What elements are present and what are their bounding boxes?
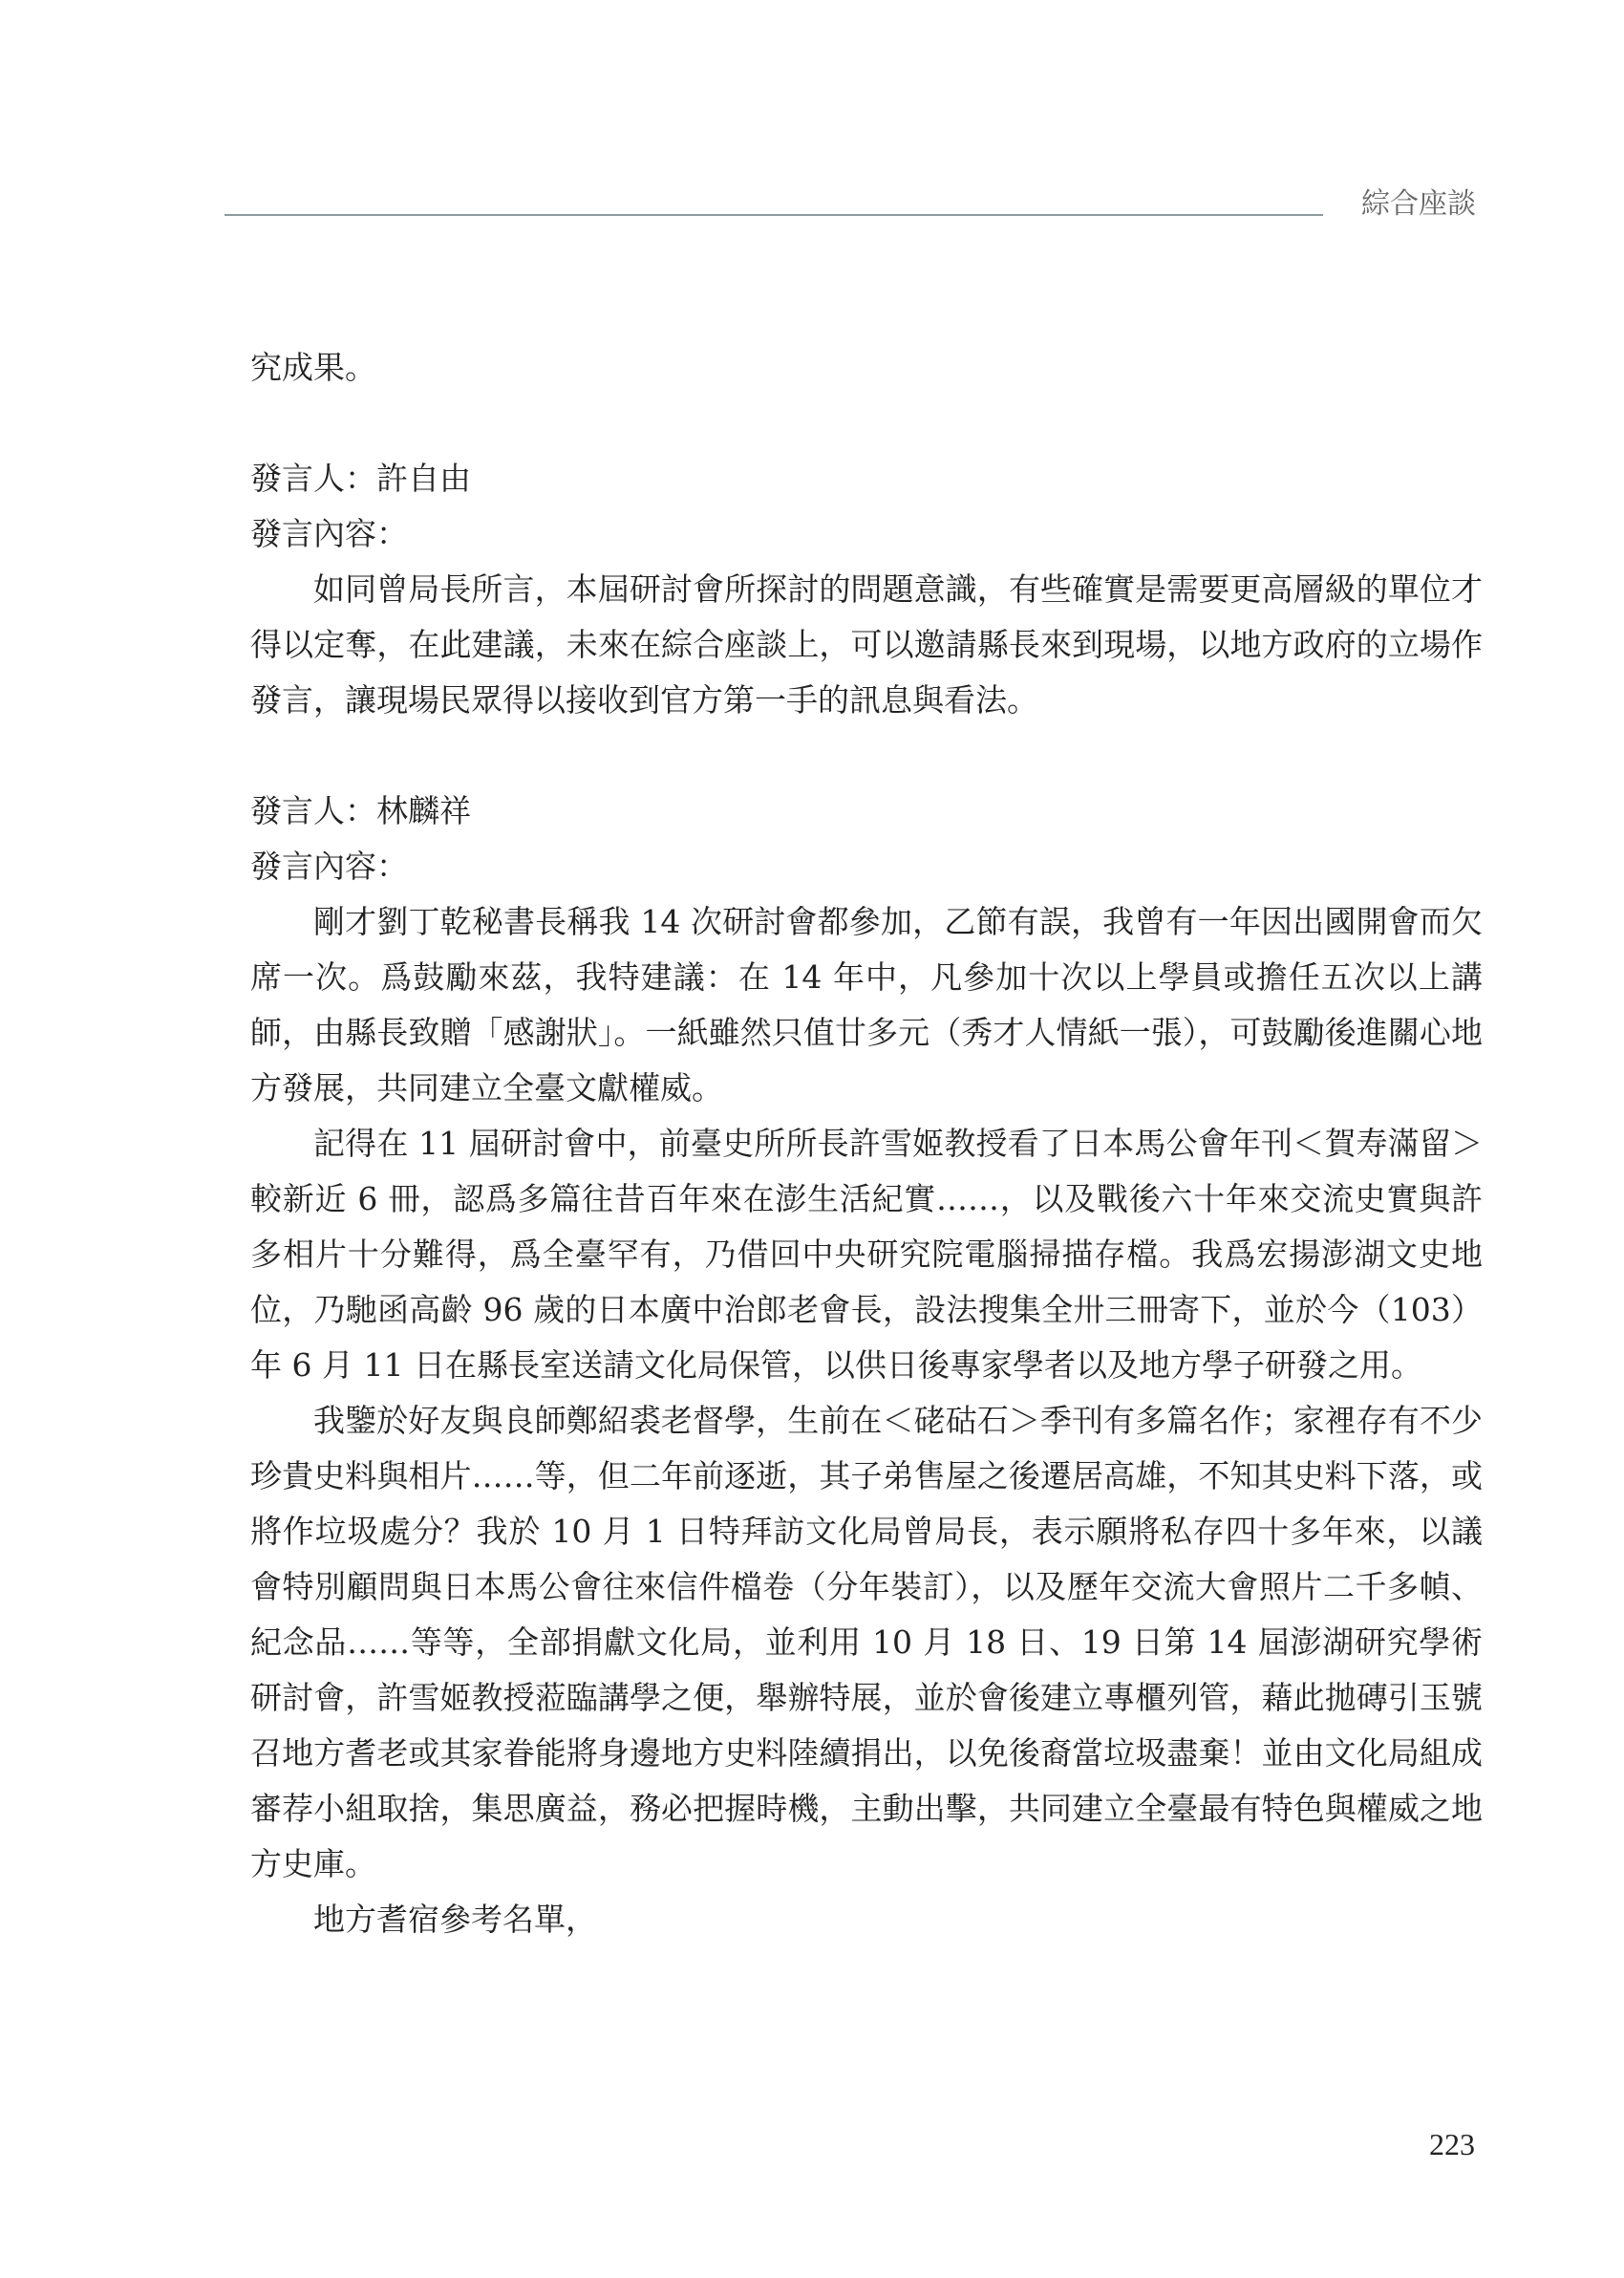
content-label-2: 發言內容： bbox=[250, 848, 408, 885]
page-number: 223 bbox=[1429, 2127, 1475, 2161]
speech-paragraph-2-1: 剛才劉丁乾秘書長稱我 14 次研討會都參加，乙節有誤，我曾有一年因出國開會而欠席一次。爲鼓勵來茲，我特建議：在 14 年中，凡參加十次以上學員或擔任五次以上講師，由縣長致贈「感謝狀」。一紙雖然只值廿多元（秀才人情紙一張），可鼓勵後進關心地方發展，共同建立全臺文獻權威。 bbox=[250, 903, 1483, 1107]
speech-paragraph-1-1: 如同曾局長所言，本屆研討會所探討的問題意識，有些確實是需要更高層級的單位才得以定奪，在此建議，未來在綜合座談上，可以邀請縣長來到現場，以地方政府的立場作發言，讓現場民眾得以接收到官方第一手的訊息與看法。 bbox=[250, 570, 1483, 719]
speaker-line-2: 發言人：林麟祥 bbox=[250, 792, 471, 829]
running-header-title: 綜合座談 bbox=[1361, 187, 1476, 221]
speaker-line-1: 發言人：許自由 bbox=[250, 460, 471, 497]
header-rule bbox=[224, 214, 1323, 216]
content-label-1: 發言內容： bbox=[250, 515, 408, 552]
speech-paragraph-2-2: 記得在 11 屆研討會中，前臺史所所長許雪姬教授看了日本馬公會年刊＜賀寿滿留＞較新近 6 冊，認爲多篇往昔百年來在澎生活紀實……，以及戰後六十年來交流史實與許多相片十分難得，爲全臺罕有，乃借回中央研究院電腦掃描存檔。我爲宏揚澎湖文史地位，乃馳函高齡 96 歲的日本廣中治郎老會長，設法搜集全卅三冊寄下，並於今（103）年 6 月 11 日在縣長室送請文化局保管，以供日後專家學者以及地方學子研發之用。 bbox=[250, 1125, 1483, 1384]
page-body bbox=[250, 340, 1483, 1947]
continuation-text: 究成果。 bbox=[250, 349, 376, 386]
speech-paragraph-2-3: 我鑒於好友與良師鄭紹裘老督學，生前在＜硓𥑮石＞季刊有多篇名作；家裡存有不少珍貴史料與相片……等，但二年前逐逝，其子弟售屋之後遷居高雄，不知其史料下落，或將作垃圾處分？我於 10 月 1 日特拜訪文化局曾局長，表示願將私存四十多年來，以議會特別顧問與日本馬公會往來信件檔卷（分年裝訂），以及歷年交流大會照片二千多幀、紀念品……等等，全部捐獻文化局，並利用 10 月 18 日、19 日第 14 屆澎湖研究學術研討會，許雪姬教授蒞臨講學之便，舉辦特展，並於會後建立專櫃列管，藉此拋磚引玉號召地方耆老或其家眷能將身邊地方史料陸續捐出，以免後裔當垃圾盡棄！並由文化局組成審荐小組取捨，集思廣益，務必把握時機，主動出擊，共同建立全臺最有特色與權威之地方史庫。 bbox=[250, 1402, 1483, 1882]
speech-paragraph-2-4: 地方耆宿參考名單， bbox=[313, 1901, 597, 1938]
